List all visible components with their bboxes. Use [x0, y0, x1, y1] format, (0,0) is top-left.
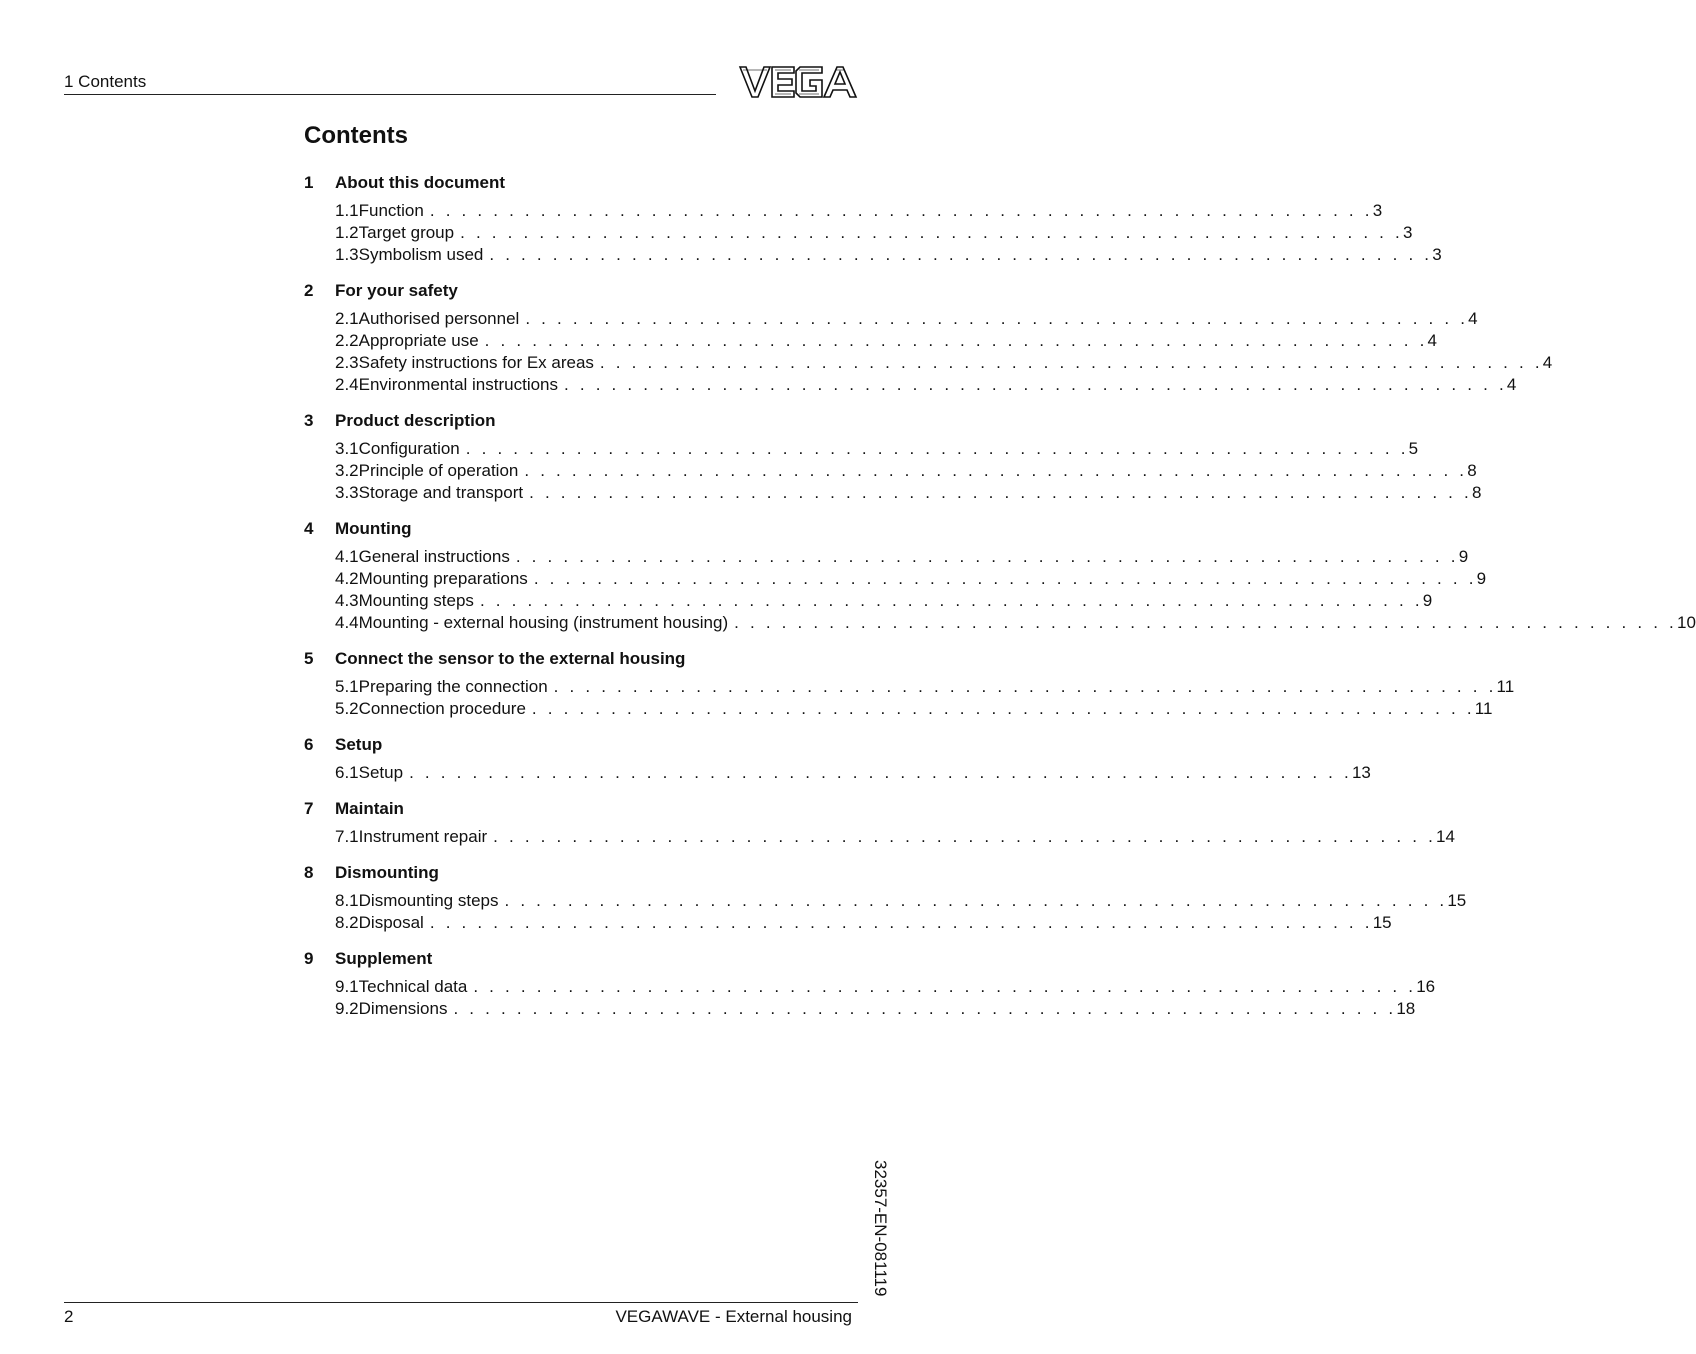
entry-page-number: 13 — [1351, 763, 1371, 782]
entry-label: Mounting steps — [358, 591, 474, 610]
entry-label: Function — [358, 201, 424, 220]
entry-number: 5.2 — [335, 699, 359, 718]
entry-page-number: 4 — [1506, 375, 1517, 394]
toc-entry[interactable] — [304, 976, 1436, 998]
entry-number: 8.1 — [335, 891, 359, 910]
toc-chapter — [304, 408, 1482, 504]
leader-dots: . . . . . . . . . . . . . . . . . . . . . . . . . . . . . . . . . . . . . . . . . . . . . . . . . . . . . . . . . . . . — [524, 461, 1468, 480]
chapter-heading[interactable] — [304, 946, 858, 972]
toc-chapter — [304, 946, 1436, 1020]
entry-label: Dimensions — [358, 999, 448, 1018]
leader-dots: . . . . . . . . . . . . . . . . . . . . . . . . . . . . . . . . . . . . . . . . . . . . . . . . . . . . . . . . . . . . — [599, 353, 1543, 372]
entry-label: Symbolism used — [358, 245, 484, 264]
toc-entry[interactable] — [304, 244, 1442, 266]
toc-entry[interactable] — [304, 352, 1553, 374]
chapter-number: 4 — [304, 519, 314, 538]
leader-dots: . . . . . . . . . . . . . . . . . . . . . . . . . . . . . . . . . . . . . . . . . . . . . . . . . . . . . . . . . . . . — [515, 547, 1459, 566]
entry-label: Dismounting steps — [358, 891, 499, 910]
leader-dots: . . . . . . . . . . . . . . . . . . . . . . . . . . . . . . . . . . . . . . . . . . . . . . . . . . . . . . . . . . . . — [525, 309, 1469, 328]
toc-entry[interactable] — [304, 762, 1371, 784]
entry-label: Setup — [358, 763, 404, 782]
entry-label: Instrument repair — [358, 827, 488, 846]
chapter-number: 5 — [304, 649, 314, 668]
entry-label: Environmental instructions — [358, 375, 559, 394]
entry-number: 3.2 — [335, 461, 359, 480]
toc-entry[interactable] — [304, 460, 1477, 482]
chapter-heading[interactable] — [304, 170, 858, 196]
entry-label: Connection procedure — [358, 699, 526, 718]
chapter-title: Mounting — [335, 519, 412, 538]
toc-entry[interactable] — [304, 890, 1467, 912]
chapter-number: 2 — [304, 281, 314, 300]
entry-number: 2.4 — [335, 375, 359, 394]
toc-entry[interactable] — [304, 222, 1413, 244]
toc-entry[interactable] — [304, 912, 1392, 934]
chapter-heading[interactable] — [304, 796, 858, 822]
chapter-heading[interactable] — [304, 646, 858, 672]
document-code: 32357-EN-081119 — [871, 1160, 890, 1297]
leader-dots: . . . . . . . . . . . . . . . . . . . . . . . . . . . . . . . . . . . . . . . . . . . . . . . . . . . . . . . . . . . . — [529, 483, 1472, 502]
entry-number: 1.1 — [335, 201, 359, 220]
leader-dots: . . . . . . . . . . . . . . . . . . . . . . . . . . . . . . . . . . . . . . . . . . . . . . . . . . . . . . . . . . . . — [484, 331, 1428, 350]
entry-label: Preparing the connection — [358, 677, 548, 696]
vega-logo — [738, 64, 858, 100]
entry-page-number: 3 — [1402, 223, 1413, 242]
entry-number: 9.1 — [335, 977, 359, 996]
entry-label: Safety instructions for Ex areas — [358, 353, 594, 372]
leader-dots: . . . . . . . . . . . . . . . . . . . . . . . . . . . . . . . . . . . . . . . . . . . . . . . . . . . . . . . . . . . . — [504, 891, 1448, 910]
entry-page-number: 8 — [1467, 461, 1477, 480]
footer-title: VEGAWAVE - External housing — [615, 1307, 852, 1326]
toc-chapter — [304, 278, 1553, 396]
toc-entry[interactable] — [304, 676, 1515, 698]
chapter-heading[interactable] — [304, 860, 858, 886]
entry-page-number: 4 — [1468, 309, 1478, 328]
toc-chapter — [304, 796, 1455, 848]
entry-page-number: 11 — [1496, 677, 1515, 696]
entry-label: Mounting preparations — [358, 569, 528, 588]
toc-entry[interactable] — [304, 482, 1482, 504]
toc-chapter — [304, 170, 1442, 266]
chapter-number: 3 — [304, 411, 314, 430]
entry-page-number: 15 — [1447, 891, 1467, 910]
entry-label: Configuration — [358, 439, 460, 458]
toc-entry[interactable] — [304, 590, 1433, 612]
toc-entry[interactable] — [304, 826, 1455, 848]
entry-number: 4.3 — [335, 591, 359, 610]
entry-page-number: 14 — [1436, 827, 1455, 846]
leader-dots: . . . . . . . . . . . . . . . . . . . . . . . . . . . . . . . . . . . . . . . . . . . . . . . . . . . . . . . . . . . . — [465, 439, 1409, 458]
entry-label: Target group — [358, 223, 455, 242]
running-header: 1 Contents — [64, 72, 147, 91]
entry-number: 9.2 — [335, 999, 359, 1018]
entry-label: Disposal — [358, 913, 424, 932]
entry-number: 3.1 — [335, 439, 359, 458]
toc-entry[interactable] — [304, 330, 1437, 352]
toc-entry[interactable] — [304, 200, 1383, 222]
toc-chapter — [304, 732, 1371, 784]
leader-dots: . . . . . . . . . . . . . . . . . . . . . . . . . . . . . . . . . . . . . . . . . . . . . . . . . . . . . . . . . . . . — [489, 245, 1433, 264]
toc-entry[interactable] — [304, 612, 1696, 634]
entry-label: Mounting - external housing (instrument housing) — [358, 613, 729, 632]
entry-page-number: 4 — [1542, 353, 1553, 372]
entry-page-number: 4 — [1427, 331, 1437, 350]
entry-page-number: 9 — [1422, 591, 1433, 610]
chapter-title: Maintain — [335, 799, 404, 818]
toc-chapter — [304, 860, 1467, 934]
chapter-number: 9 — [304, 949, 314, 968]
entry-page-number: 11 — [1474, 699, 1493, 718]
entry-page-number: 5 — [1408, 439, 1419, 458]
entry-label: Technical data — [358, 977, 468, 996]
entry-page-number: 10 — [1676, 613, 1696, 632]
entry-number: 1.3 — [335, 245, 359, 264]
entry-label: Principle of operation — [358, 461, 519, 480]
entry-page-number: 15 — [1372, 913, 1392, 932]
entry-page-number: 16 — [1416, 977, 1436, 996]
leader-dots: . . . . . . . . . . . . . . . . . . . . . . . . . . . . . . . . . . . . . . . . . . . . . . . . . . . . . . . . . . . . — [531, 699, 1475, 718]
leader-dots: . . . . . . . . . . . . . . . . . . . . . . . . . . . . . . . . . . . . . . . . . . . . . . . . . . . . . . . . . . . . — [460, 223, 1403, 242]
entry-number: 4.2 — [335, 569, 359, 588]
page-title: Contents — [304, 122, 408, 149]
chapter-number: 8 — [304, 863, 314, 882]
leader-dots: . . . . . . . . . . . . . . . . . . . . . . . . . . . . . . . . . . . . . . . . . . . . . . . . . . . . . . . . . . . . — [564, 375, 1507, 394]
leader-dots: . . . . . . . . . . . . . . . . . . . . . . . . . . . . . . . . . . . . . . . . . . . . . . . . . . . . . . . . . . . . — [493, 827, 1436, 846]
leader-dots: . . . . . . . . . . . . . . . . . . . . . . . . . . . . . . . . . . . . . . . . . . . . . . . . . . . . . . . . . . . . — [453, 999, 1397, 1018]
table-of-contents — [304, 170, 1696, 1032]
entry-number: 4.4 — [335, 613, 359, 632]
chapter-heading[interactable] — [304, 278, 858, 304]
entry-number: 1.2 — [335, 223, 359, 242]
entry-page-number: 3 — [1432, 245, 1442, 264]
entry-number: 8.2 — [335, 913, 359, 932]
entry-number: 4.1 — [335, 547, 359, 566]
entry-number: 2.3 — [335, 353, 359, 372]
chapter-title: Supplement — [335, 949, 433, 968]
header-rule — [64, 94, 716, 95]
entry-label: Appropriate use — [358, 331, 479, 350]
toc-entry[interactable] — [304, 698, 1493, 720]
leader-dots: . . . . . . . . . . . . . . . . . . . . . . . . . . . . . . . . . . . . . . . . . . . . . . . . . . . . . . . . . . . . — [734, 613, 1677, 632]
entry-label: Authorised personnel — [358, 309, 520, 328]
chapter-heading[interactable] — [304, 408, 858, 434]
chapter-number: 1 — [304, 173, 314, 192]
entry-label: General instructions — [358, 547, 510, 566]
leader-dots: . . . . . . . . . . . . . . . . . . . . . . . . . . . . . . . . . . . . . . . . . . . . . . . . . . . . . . . . . . . . — [553, 677, 1497, 696]
chapter-title: About this document — [335, 173, 505, 192]
leader-dots: . . . . . . . . . . . . . . . . . . . . . . . . . . . . . . . . . . . . . . . . . . . . . . . . . . . . . . . . . . . . — [429, 201, 1373, 220]
entry-page-number: 9 — [1476, 569, 1487, 588]
chapter-title: Setup — [335, 735, 383, 754]
leader-dots: . . . . . . . . . . . . . . . . . . . . . . . . . . . . . . . . . . . . . . . . . . . . . . . . . . . . . . . . . . . . — [429, 913, 1373, 932]
toc-entry[interactable] — [304, 998, 1416, 1020]
entry-number: 5.1 — [335, 677, 359, 696]
chapter-title: Product description — [335, 411, 496, 430]
entry-label: Storage and transport — [358, 483, 524, 502]
leader-dots: . . . . . . . . . . . . . . . . . . . . . . . . . . . . . . . . . . . . . . . . . . . . . . . . . . . . . . . . . . . . — [473, 977, 1417, 996]
chapter-number: 7 — [304, 799, 314, 818]
chapter-title: For your safety — [335, 281, 458, 300]
entry-page-number: 3 — [1372, 201, 1383, 220]
entry-page-number: 18 — [1396, 999, 1416, 1018]
entry-number: 3.3 — [335, 483, 359, 502]
chapter-title: Connect the sensor to the external housing — [335, 649, 686, 668]
toc-entry[interactable] — [304, 438, 1419, 460]
page-number: 2 — [64, 1307, 74, 1326]
toc-entry[interactable] — [304, 374, 1517, 396]
entry-number: 2.1 — [335, 309, 359, 328]
entry-number: 6.1 — [335, 763, 359, 782]
toc-entry[interactable] — [304, 568, 1487, 590]
chapter-heading[interactable] — [304, 516, 858, 542]
toc-entry[interactable] — [304, 308, 1478, 330]
entry-number: 2.2 — [335, 331, 359, 350]
footer-rule — [64, 1302, 858, 1303]
toc-chapter — [304, 516, 1696, 634]
leader-dots: . . . . . . . . . . . . . . . . . . . . . . . . . . . . . . . . . . . . . . . . . . . . . . . . . . . . . . . . . . . . — [479, 591, 1423, 610]
entry-page-number: 8 — [1471, 483, 1482, 502]
chapter-heading[interactable] — [304, 732, 858, 758]
toc-chapter — [304, 646, 1515, 720]
entry-page-number: 9 — [1458, 547, 1469, 566]
chapter-number: 6 — [304, 735, 314, 754]
chapter-title: Dismounting — [335, 863, 439, 882]
leader-dots: . . . . . . . . . . . . . . . . . . . . . . . . . . . . . . . . . . . . . . . . . . . . . . . . . . . . . . . . . . . . — [533, 569, 1477, 588]
entry-number: 7.1 — [335, 827, 359, 846]
toc-entry[interactable] — [304, 546, 1469, 568]
leader-dots: . . . . . . . . . . . . . . . . . . . . . . . . . . . . . . . . . . . . . . . . . . . . . . . . . . . . . . . . . . . . — [409, 763, 1352, 782]
